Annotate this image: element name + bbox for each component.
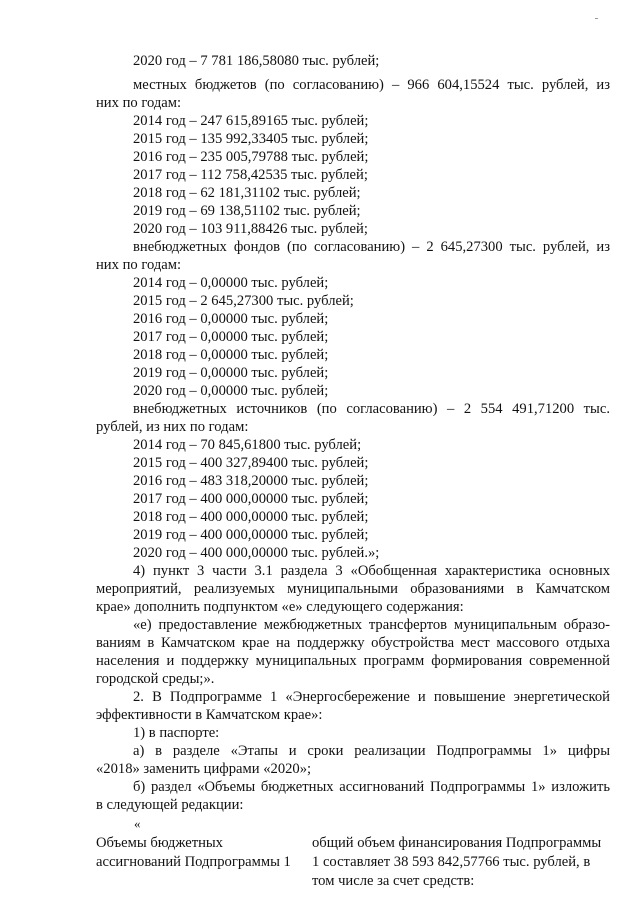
text-line: населения и поддержку муниципальных программ формирования современной [96,653,610,669]
text-line: «е) предоставление межбюджетных трансфертов муниципальным образо- [133,617,610,633]
text-line: 2016 год – 235 005,79788 тыс. рублей; [133,149,369,165]
text-line: 2015 год – 2 645,27300 тыс. рублей; [133,293,354,309]
text-line: 2020 год – 400 000,00000 тыс. рублей.»; [133,545,380,561]
text-line: 2014 год – 0,00000 тыс. рублей; [133,275,329,291]
text-line: городской среды;». [96,671,215,687]
text-line: 2015 год – 400 327,89400 тыс. рублей; [133,455,369,471]
text-line: 4) пункт 3 части 3.1 раздела 3 «Обобщенная характеристика основных [133,563,610,579]
text-line: 2017 год – 0,00000 тыс. рублей; [133,329,329,345]
text-line: эффективности в Камчатском крае»: [96,707,323,723]
table-cell-left: Объемы бюджетных [96,835,223,851]
text-line: 2020 год – 7 781 186,58080 тыс. рублей; [133,53,380,69]
text-line: 2020 год – 0,00000 тыс. рублей; [133,383,329,399]
text-line: 2016 год – 0,00000 тыс. рублей; [133,311,329,327]
text-line: «2018» заменить цифрами «2020»; [96,761,312,777]
text-line: крае» дополнить подпунктом «е» следующего содержания: [96,599,464,615]
text-line: 2018 год – 400 000,00000 тыс. рублей; [133,509,369,525]
table-cell-left: ассигнований Подпрограммы 1 [96,854,291,870]
text-line: них по годам: [96,95,182,111]
scan-mark [595,18,598,19]
text-line: 2017 год – 400 000,00000 тыс. рублей; [133,491,369,507]
text-line: внебюджетных фондов (по согласованию) – 2 645,27300 тыс. рублей, из [133,239,610,255]
text-line: в следующей редакции: [96,797,244,813]
opening-quote: « [134,816,141,831]
text-line: а) в разделе «Этапы и сроки реализации Подпрограммы 1» цифры [133,743,610,759]
text-line: 2016 год – 483 318,20000 тыс. рублей; [133,473,369,489]
text-line: б) раздел «Объемы бюджетных ассигнований Подпрограммы 1» изложить [133,779,610,795]
text-line: 2014 год – 70 845,61800 тыс. рублей; [133,437,362,453]
text-line: 2017 год – 112 758,42535 тыс. рублей; [133,167,368,183]
text-line: 2020 год – 103 911,88426 тыс. рублей; [133,221,368,237]
text-line: 1) в паспорте: [133,725,220,741]
text-line: ваниям в Камчатском крае на поддержку обустройства мест массового отдыха [96,635,610,651]
text-line: 2019 год – 400 000,00000 тыс. рублей; [133,527,369,543]
text-line: 2. В Подпрограмме 1 «Энергосбережение и повышение энергетической [133,689,610,705]
text-line: них по годам: [96,257,182,273]
table-cell-right: 1 составляет 38 593 842,57766 тыс. рублей, в [312,854,591,870]
text-line: 2018 год – 62 181,31102 тыс. рублей; [133,185,361,201]
text-line: 2019 год – 69 138,51102 тыс. рублей; [133,203,361,219]
table-cell-right: том числе за счет средств: [312,873,475,889]
text-line: 2019 год – 0,00000 тыс. рублей; [133,365,329,381]
text-line: 2018 год – 0,00000 тыс. рублей; [133,347,329,363]
text-line: местных бюджетов (по согласованию) – 966 604,15524 тыс. рублей, из [133,77,610,93]
table-cell-right: общий объем финансирования Подпрограммы [312,835,602,851]
text-line: 2014 год – 247 615,89165 тыс. рублей; [133,113,369,129]
text-line: внебюджетных источников (по согласованию) – 2 554 491,71200 тыс. [133,401,610,417]
text-line: мероприятий, реализуемых муниципальными образованиями в Камчатском [96,581,610,597]
text-line: 2015 год – 135 992,33405 тыс. рублей; [133,131,369,147]
text-line: рублей, из них по годам: [96,419,249,435]
